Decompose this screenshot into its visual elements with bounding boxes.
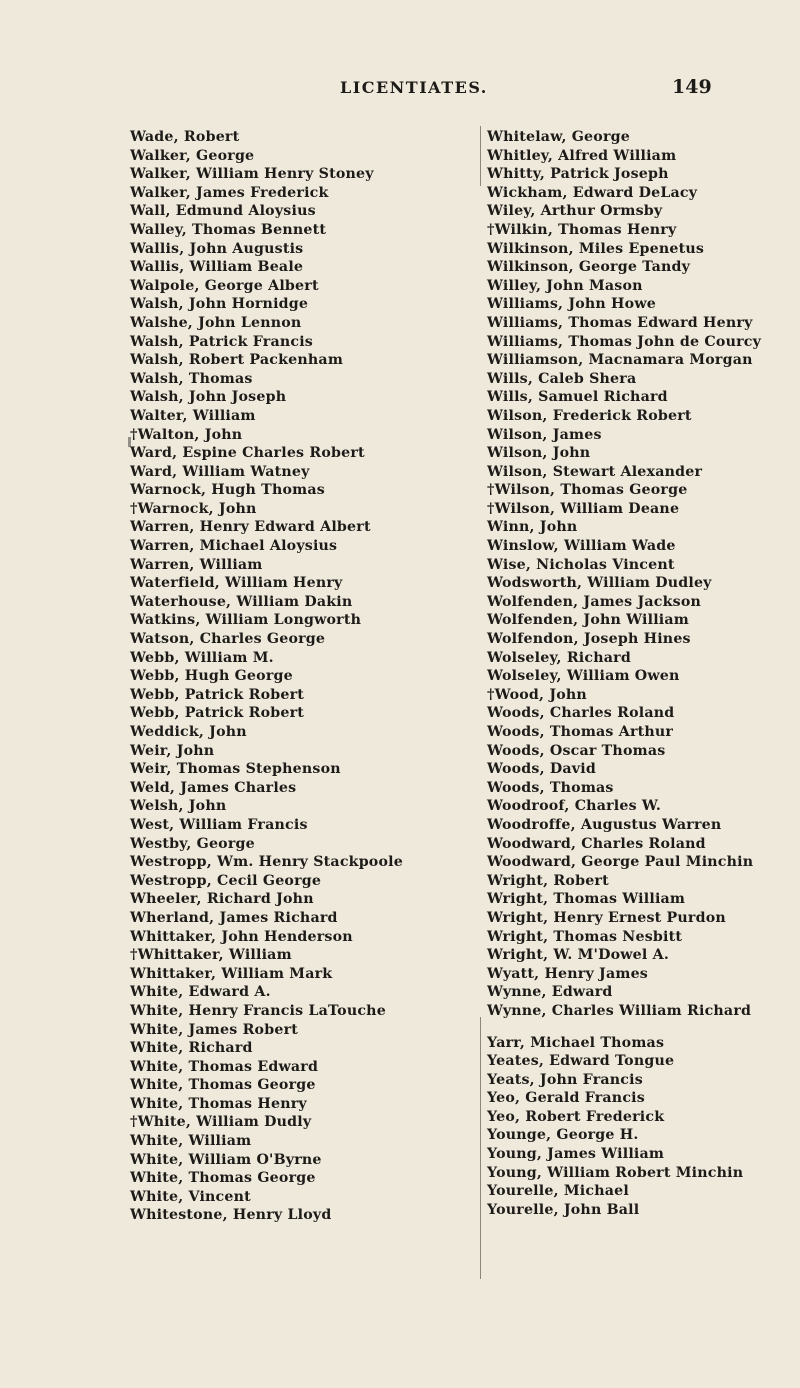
name-entry: Ward, Espine Charles Robert <box>130 445 365 462</box>
name-entry: Webb, Patrick Robert <box>130 686 305 703</box>
name-entry: Wilson, Frederick Robert <box>487 407 692 424</box>
name-entry: Wise, Nicholas Vincent <box>487 556 675 573</box>
section-gap <box>487 1021 787 1034</box>
name-entry: Yeates, Edward Tongue <box>487 1053 675 1070</box>
name-entry: White, Thomas Edward <box>130 1058 319 1075</box>
name-entry: White, James Robert <box>130 1021 298 1038</box>
name-entry: Wherland, James Richard <box>130 909 338 926</box>
name-entry: Whitestone, Henry Lloyd <box>130 1207 332 1224</box>
name-entry: †Wilson, Thomas George <box>487 482 688 499</box>
name-entry: Weir, John <box>130 742 215 759</box>
name-entry: Yeo, Gerald Francis <box>487 1090 645 1107</box>
name-entry: Williams, Thomas Edward Henry <box>487 314 753 331</box>
name-entry: Wodsworth, William Dudley <box>487 575 712 592</box>
name-entry: Wynne, Charles William Richard <box>487 1002 752 1019</box>
name-entry: Wilkinson, Miles Epenetus <box>487 240 705 257</box>
name-entry: Woodward, George Paul Minchin <box>487 854 754 871</box>
name-entry: Wolfenden, James Jackson <box>487 593 702 610</box>
running-title: LICENTIATES. <box>340 78 488 97</box>
name-entry: Yourelle, Michael <box>487 1183 629 1200</box>
name-entry: Warnock, Hugh Thomas <box>130 482 325 499</box>
page-number: 149 <box>672 76 712 98</box>
name-entry: Weir, Thomas Stephenson <box>130 761 341 778</box>
name-entry: Watkins, William Longworth <box>130 612 362 629</box>
name-entry: Webb, Hugh George <box>130 668 293 685</box>
name-entry: Wright, W. M'Dowel A. <box>487 947 669 964</box>
name-entry: Watson, Charles George <box>130 631 326 648</box>
name-entry: Walsh, John Joseph <box>130 389 287 406</box>
name-entry: Wallis, John Augustis <box>130 240 304 257</box>
name-entry: Wade, Robert <box>130 129 240 145</box>
name-entry: Woods, Oscar Thomas <box>487 742 666 759</box>
name-entry: White, William O'Byrne <box>130 1151 322 1168</box>
name-entry: Whittaker, William Mark <box>130 965 333 982</box>
name-entry: †Wilkin, Thomas Henry <box>487 221 677 238</box>
name-entry: Warren, Michael Aloysius <box>130 538 338 555</box>
name-entry: White, Thomas Henry <box>130 1095 307 1112</box>
name-entry: †Wood, John <box>487 686 587 703</box>
name-entry: Walley, Thomas Bennett <box>130 221 327 238</box>
name-entry: Wolfenden, John William <box>487 612 690 629</box>
name-entry: White, William <box>130 1133 252 1150</box>
name-entry: Warren, Henry Edward Albert <box>130 519 371 536</box>
name-entry: Young, James William <box>487 1146 665 1163</box>
name-entry: Walpole, George Albert <box>130 277 319 294</box>
name-entry: Walker, William Henry Stoney <box>130 166 374 183</box>
name-entry: Younge, George H. <box>487 1127 639 1144</box>
name-entry: Wickham, Edward DeLacy <box>487 184 698 201</box>
name-entry: Woodroffe, Augustus Warren <box>487 816 722 833</box>
name-entry: Warren, William <box>130 556 263 573</box>
name-entry: Whitelaw, George <box>487 129 630 145</box>
name-entry: Wyatt, Henry James <box>487 965 648 982</box>
name-entry: Woodroof, Charles W. <box>487 798 661 815</box>
name-entry: White, Henry Francis LaTouche <box>130 1002 386 1019</box>
name-entry: Welsh, John <box>130 798 227 815</box>
name-entry: White, Thomas George <box>130 1170 316 1187</box>
name-entry: Wiley, Arthur Ormsby <box>487 203 663 220</box>
name-entry: Williams, Thomas John de Courcy <box>487 333 762 350</box>
name-entry: Willey, John Mason <box>487 277 643 294</box>
name-entry: Wheeler, Richard John <box>130 891 314 908</box>
name-entry: Ward, William Watney <box>130 463 310 480</box>
name-entry: Westropp, Wm. Henry Stackpoole <box>130 854 403 871</box>
name-entry: Weld, James Charles <box>130 779 297 796</box>
name-entry: White, Richard <box>130 1040 253 1057</box>
name-entry: Woods, Charles Roland <box>487 705 675 722</box>
name-entry: Wallis, William Beale <box>130 259 304 276</box>
right-name-column <box>487 128 787 1219</box>
name-entry: Webb, William M. <box>130 649 274 666</box>
name-entry: Woods, Thomas <box>487 779 614 796</box>
name-entry: Wright, Thomas Nesbitt <box>487 928 683 945</box>
name-entry: Young, William Robert Minchin <box>487 1164 744 1181</box>
name-entry: Winslow, William Wade <box>487 538 676 555</box>
column-rule-bottom <box>480 1017 481 1279</box>
name-entry: West, William Francis <box>130 816 308 833</box>
name-entry: †White, William Dudly <box>130 1114 312 1131</box>
name-entry: Wright, Robert <box>487 872 609 889</box>
name-entry: Walter, William <box>130 407 256 424</box>
name-entry: Yourelle, John Ball <box>487 1201 640 1218</box>
name-entry: Yeats, John Francis <box>487 1071 643 1088</box>
name-entry: Yeo, Robert Frederick <box>487 1108 665 1125</box>
name-entry: Wright, Henry Ernest Purdon <box>487 909 726 926</box>
name-entry: †Warnock, John <box>130 500 257 517</box>
name-entry: Woods, David <box>487 761 596 778</box>
name-entry: Walsh, Patrick Francis <box>130 333 313 350</box>
name-entry: †Walton, John <box>130 426 243 443</box>
name-entry: Wolfendon, Joseph Hines <box>487 631 691 648</box>
name-entry: Williamson, Macnamara Morgan <box>487 352 753 369</box>
page-header <box>0 78 800 102</box>
w-surnames-list <box>487 128 787 1021</box>
name-entry: Wolseley, Richard <box>487 649 631 666</box>
name-entry: Walker, James Frederick <box>130 184 329 201</box>
column-rule-top <box>480 126 481 186</box>
name-entry: Wall, Edmund Aloysius <box>130 203 316 220</box>
name-entry: Winn, John <box>487 519 578 536</box>
name-entry: Waterhouse, William Dakin <box>130 593 353 610</box>
name-entry: White, Vincent <box>130 1188 251 1205</box>
name-entry: Woodward, Charles Roland <box>487 835 706 852</box>
name-entry: †Whittaker, William <box>130 947 292 964</box>
name-entry: Wilkinson, George Tandy <box>487 259 691 276</box>
name-entry: Wright, Thomas William <box>487 891 686 908</box>
name-entry: Wills, Caleb Shera <box>487 370 637 387</box>
name-entry: Webb, Patrick Robert <box>130 705 305 722</box>
name-entry: Wolseley, William Owen <box>487 668 680 685</box>
name-entry: White, Edward A. <box>130 984 271 1001</box>
name-entry: Williams, John Howe <box>487 296 656 313</box>
name-entry: Whittaker, John Henderson <box>130 928 353 945</box>
name-entry: Waterfield, William Henry <box>130 575 343 592</box>
name-entry: Whitty, Patrick Joseph <box>487 166 669 183</box>
name-entry: Walsh, John Hornidge <box>130 296 309 313</box>
name-entry: Weddick, John <box>130 724 247 740</box>
name-entry: Yarr, Michael Thomas <box>487 1034 665 1051</box>
name-entry: Westropp, Cecil George <box>130 872 322 889</box>
name-entry: Walsh, Robert Packenham <box>130 352 344 369</box>
name-entry: Wills, Samuel Richard <box>487 389 668 406</box>
name-entry: White, Thomas George <box>130 1077 316 1094</box>
name-entry: Wilson, Stewart Alexander <box>487 463 703 480</box>
name-entry: Walsh, Thomas <box>130 370 253 387</box>
name-entry: Wilson, John <box>487 445 591 462</box>
y-surnames-list <box>487 1034 787 1220</box>
name-entry: Westby, George <box>130 835 255 852</box>
name-entry: Whitley, Alfred William <box>487 147 677 164</box>
name-entry: Walshe, John Lennon <box>130 314 302 331</box>
name-entry: Woods, Thomas Arthur <box>487 724 674 740</box>
name-entry: †Wilson, William Deane <box>487 500 680 517</box>
name-entry: Wilson, James <box>487 426 602 443</box>
name-entry: Walker, George <box>130 147 255 164</box>
left-name-column <box>130 128 475 1225</box>
name-entry: Wynne, Edward <box>487 984 613 1001</box>
